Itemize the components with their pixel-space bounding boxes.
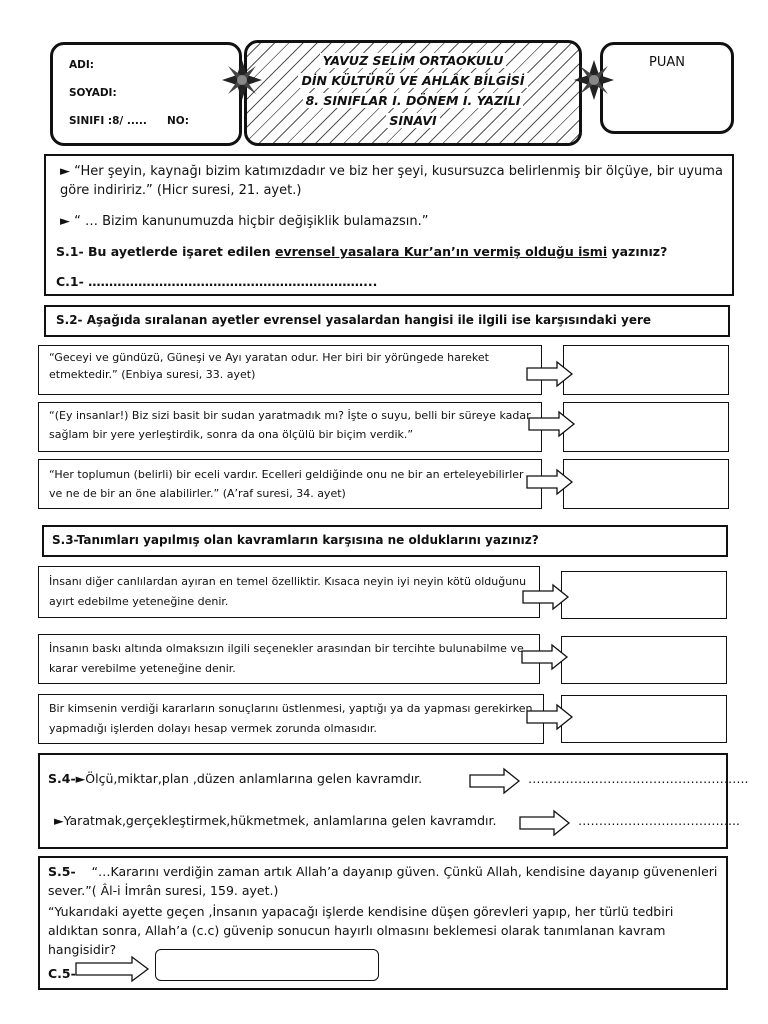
q2-item-2 (38, 402, 542, 452)
score-label: PUAN (649, 55, 685, 70)
flower-ornament-left-icon (220, 58, 264, 102)
q2-item-1 (38, 345, 542, 395)
school-name: YAVUZ SELİM ORTAOKULU (320, 53, 507, 68)
question-2-header (44, 305, 730, 337)
arrow-right-icon (76, 956, 150, 982)
answer-5-label: C.5- (48, 966, 76, 981)
question-4-box (38, 753, 749, 849)
question-1-underlined: evrensel yasalara Kur’an’ın vermiş olduğu ismi (274, 244, 608, 259)
arrow-right-icon (523, 584, 569, 610)
verse-1: ► “Her şeyin, kaynağı bizim katımızdadır ve biz her şeyi, kusursuzca belirlenmiş bir ölçüye, bir uyuma göre indiririz.” (Hicr suresi, 21. ayet.) (60, 164, 723, 198)
student-info-box (50, 42, 242, 146)
question-5-label: S.5- (48, 864, 76, 879)
class-label: SINIFI :8/ ..... (69, 115, 147, 127)
q2-item-3-text: “Her toplumun (belirli) bir eceli vardır. Ecelleri geldiğinde onu ne bir an erteleyebilirler ve ne de bir an öne alabilirler.” (A’raf suresi, 34. ayet) (49, 468, 524, 500)
q3-item-1-text: İnsanı diğer canlılardan ayıran en temel özelliktir. Kısaca neyin iyi neyin kötü olduğunu ayırt edebilme yeteneğine denir. (49, 575, 527, 608)
q3-item-3 (38, 694, 544, 744)
score-box (600, 42, 734, 134)
q2-item-3 (38, 459, 542, 509)
exam-name-cont: SINAVI (386, 113, 439, 128)
question-1-box (44, 154, 734, 296)
arrow-right-icon (527, 361, 573, 387)
exam-name: 8. SINIFLAR I. DÖNEM I. YAZILI (303, 93, 524, 108)
question-3-header (42, 525, 728, 557)
arrow-right-icon (529, 411, 575, 437)
arrow-right-icon (522, 644, 568, 670)
q3-item-2-text: İnsanın baskı altında olmaksızın ilgili seçenekler arasından bir tercihte bulunabilme ve karar verebilme yeteneğine denir. (49, 642, 524, 675)
q4-answer-1[interactable]: …………………………………………….. (528, 771, 749, 786)
question-1-suffix: yazınız? (607, 244, 668, 259)
q5-question: “Yukarıdaki ayette geçen ,İnsanın yapacağı işlerde kendisine düşen görevleri yapıp, her türlü tedbiri aldıktan sonra, Allah’a (c.c) güvenip sonucun hayırlı olmasını beklemesi olarak tanımlanan kavram hangisidir? (48, 904, 674, 957)
question-2-text: S.2- Aşağıda sıralanan ayetler evrensel yasalardan hangisi ile ilgili ise karşısındaki yere (56, 313, 652, 327)
q4-line-2: ►Yaratmak,gerçekleştirmek,hükmetmek, anlamlarına gelen kavramdır. (54, 813, 497, 828)
flower-ornament-right-icon (572, 58, 616, 102)
question-1-text (56, 244, 726, 259)
q2-item-1-text: “Geceyi ve gündüzü, Güneşi ve Ayı yaratan odur. Her biri bir yörüngede hareket etmektedir.” (Enbiya suresi, 33. ayet) (49, 351, 489, 381)
q2-item-2-text: “(Ey insanlar!) Biz sizi basit bir sudan yaratmadık mı? İşte o suyu, belli bir süreye kadar sağlam bir yere yerleştirdik, sonra da ona ölçülü bir biçim verdik.” (49, 409, 531, 441)
q2-answer-3[interactable] (563, 459, 729, 509)
exam-title-box (244, 40, 582, 146)
q3-answer-1[interactable] (561, 571, 727, 619)
number-label: NO: (167, 115, 189, 127)
q2-answer-2[interactable] (563, 402, 729, 452)
answer-1-line[interactable]: C.1- …………………………………………………………... (56, 274, 378, 289)
q2-answer-1[interactable] (563, 345, 729, 395)
q3-item-3-text: Bir kimsenin verdiği kararların sonuçlarını üstlenmesi, yaptığı ya da yapması gerekirken yapmadığı işlerden dolayı hesap vermek zorunda olmasıdır. (49, 702, 533, 735)
q4-line-1: ►Ölçü,miktar,plan ,düzen anlamlarına gelen kavramdır. (75, 771, 423, 786)
arrow-right-icon (527, 704, 573, 730)
question-1-prefix: S.1- Bu ayetlerde işaret edilen (56, 244, 275, 259)
q4-row-1 (48, 771, 422, 786)
arrow-right-icon (470, 768, 520, 794)
surname-label: SOYADI: (69, 87, 117, 99)
q3-item-1 (38, 566, 540, 618)
q3-answer-3[interactable] (561, 695, 727, 743)
question-3-text: S.3-Tanımları yapılmış olan kavramların karşısına ne olduklarını yazınız? (52, 533, 539, 547)
q5-verse-block (48, 862, 724, 900)
q5-answer-box[interactable] (155, 949, 379, 981)
q3-answer-2[interactable] (561, 636, 727, 684)
course-name: DİN KÜLTÜRÜ VE AHLÂK BİLGİSİ (298, 73, 527, 88)
arrow-right-icon (520, 810, 570, 836)
name-label: ADI: (69, 59, 94, 71)
q5-verse: “…Kararını verdiğin zaman artık Allah’a dayanıp güven. Çünkü Allah, kendisine dayanıp güvenenleri sever.”( Âl-i İmrân suresi, 159. ayet.) (48, 864, 718, 898)
arrow-right-icon (527, 469, 573, 495)
q4-answer-2[interactable]: ………………………………... (578, 813, 740, 828)
verse-2: ► “ … Bizim kanunumuzda hiçbir değişiklik bulamazsın.” (60, 214, 429, 229)
q3-item-2 (38, 634, 540, 684)
question-4-label: S.4- (48, 771, 76, 786)
